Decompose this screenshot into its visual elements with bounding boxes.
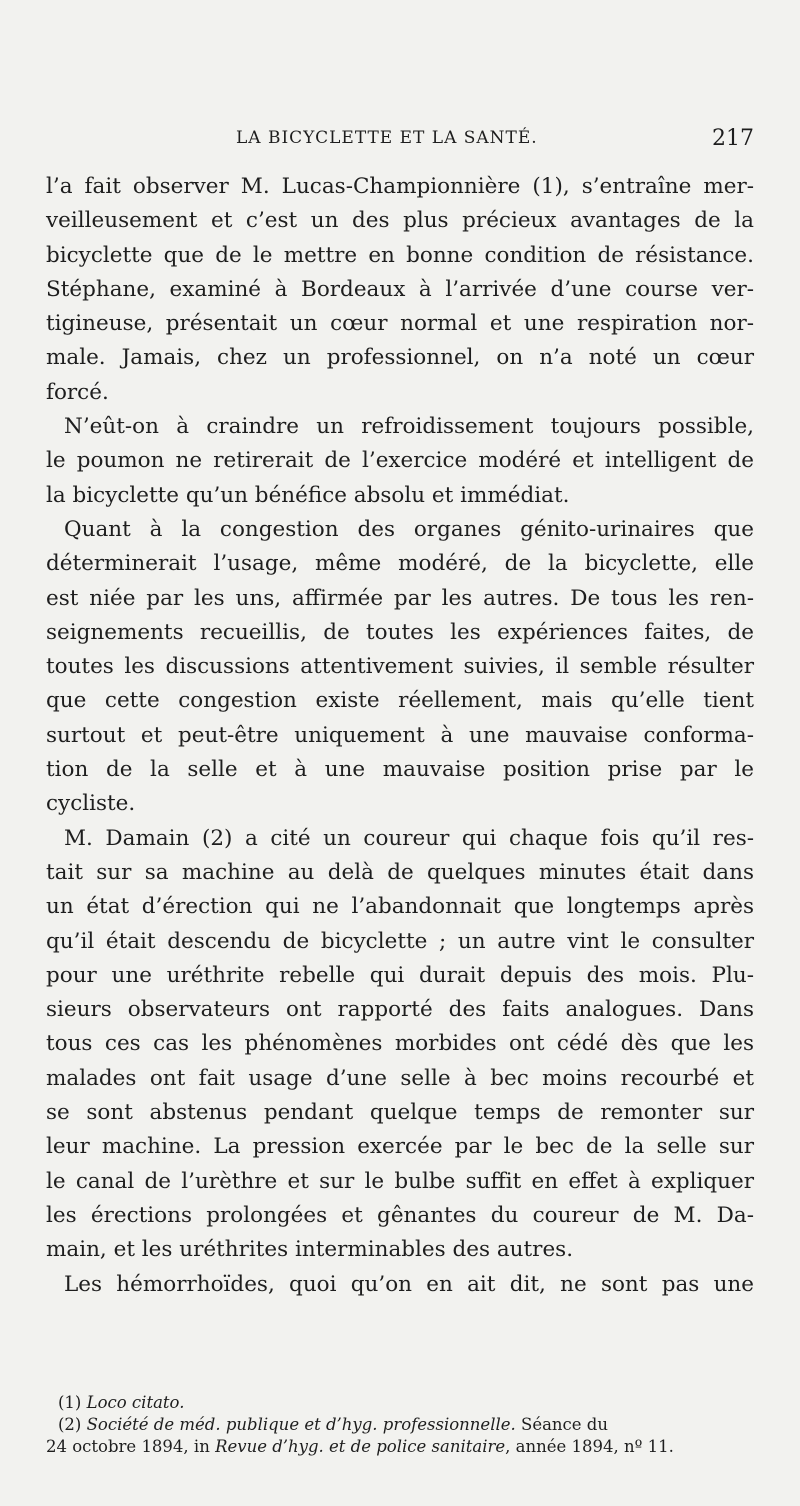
text-line: N’eût-on à craindre un refroidissement toujours possible,	[64, 414, 754, 440]
footnote-marker: (1)	[58, 1393, 82, 1412]
text-line: qu’il était descendu de bicyclette ; un autre vint le consulter	[46, 928, 754, 954]
footnotes	[46, 1392, 754, 1458]
text-line: tigineuse, présentait un cœur normal et une respiration nor-	[46, 311, 754, 337]
text-line: forcé.	[46, 379, 109, 405]
text-line: se sont abstenus pendant quelque temps de remonter sur	[46, 1100, 754, 1126]
text-line: Stéphane, examiné à Bordeaux à l’arrivée d’une course ver-	[46, 276, 754, 302]
text-line: tait sur sa machine au delà de quelques minutes était dans	[46, 859, 754, 885]
text-line: les érections prolongées et gênantes du coureur de M. Da-	[46, 1202, 754, 1228]
text-line: male. Jamais, chez un professionnel, on n’a noté un cœur	[46, 345, 754, 371]
text-line: veilleusement et c’est un des plus précieux avantages de la	[46, 208, 754, 234]
footnote-2-line-2	[46, 1436, 754, 1458]
text-line: la bicyclette qu’un bénéfice absolu et immédiat.	[46, 482, 570, 508]
text-line: sieurs observateurs ont rapporté des faits analogues. Dans	[46, 997, 754, 1023]
page-number: 217	[712, 126, 754, 151]
text-line: tion de la selle et à une mauvaise position prise par le	[46, 757, 754, 783]
text-line: l’a fait observer M. Lucas-Championnière (1), s’entraîne mer-	[46, 174, 754, 199]
footnote-text: , année 1894, nº 11.	[505, 1437, 674, 1456]
footnote-journal: Revue d’hyg. et de police sanitaire	[215, 1437, 506, 1456]
footnote-text: 24 octobre 1894, in	[46, 1437, 216, 1456]
footnote-marker: (2)	[58, 1415, 82, 1434]
text-line: malades ont fait usage d’une selle à bec moins recourbé et	[46, 1065, 754, 1091]
text-line: déterminerait l’usage, même modéré, de la bicyclette, elle	[46, 551, 754, 577]
text-line: le canal de l’urèthre et sur le bulbe suffit en effet à expliquer	[46, 1168, 754, 1194]
text-line: M. Damain (2) a cité un coureur qui chaque fois qu’il res-	[64, 825, 754, 851]
text-line: Quant à la congestion des organes génito-urinaires que	[64, 516, 754, 542]
running-title: LA BICYCLETTE ET LA SANTÉ.	[236, 128, 538, 148]
text-line: toutes les discussions attentivement suivies, il semble résulter	[46, 654, 754, 680]
text-line: est niée par les uns, affirmée par les autres. De tous les ren-	[46, 585, 754, 611]
text-line: surtout et peut-être uniquement à une mauvaise conforma-	[46, 722, 754, 748]
text-line: bicyclette que de le mettre en bonne condition de résistance.	[46, 242, 754, 268]
text-line: leur machine. La pression exercée par le bec de la selle sur	[46, 1134, 754, 1160]
body-text	[46, 170, 754, 1302]
text-line: le poumon ne retirerait de l’exercice modéré et intelligent de	[46, 448, 754, 474]
text-line: que cette congestion existe réellement, mais qu’elle tient	[46, 688, 754, 714]
text-line: tous ces cas les phénomènes morbides ont cédé dès que les	[46, 1031, 754, 1057]
footnote-2-line-1	[46, 1414, 754, 1436]
footnote-text: Séance du	[515, 1415, 608, 1434]
text-line: un état d’érection qui ne l’abandonnait que longtemps après	[46, 894, 754, 920]
text-line: pour une uréthrite rebelle qui durait depuis des mois. Plu-	[46, 962, 754, 988]
footnote-1	[46, 1392, 754, 1414]
footnote-text: Loco citato.	[86, 1393, 185, 1412]
text-line: cycliste.	[46, 791, 136, 817]
text-line: seignements recueillis, de toutes les expériences faites, de	[46, 619, 754, 645]
text-line: Les hémorrhoïdes, quoi qu’on en ait dit, ne sont pas une	[64, 1271, 754, 1297]
page-header	[46, 128, 754, 158]
text-line: main, et les uréthrites interminables des autres.	[46, 1237, 574, 1263]
footnote-title: Société de méd. publique et d’hyg. professionnelle.	[86, 1415, 516, 1434]
